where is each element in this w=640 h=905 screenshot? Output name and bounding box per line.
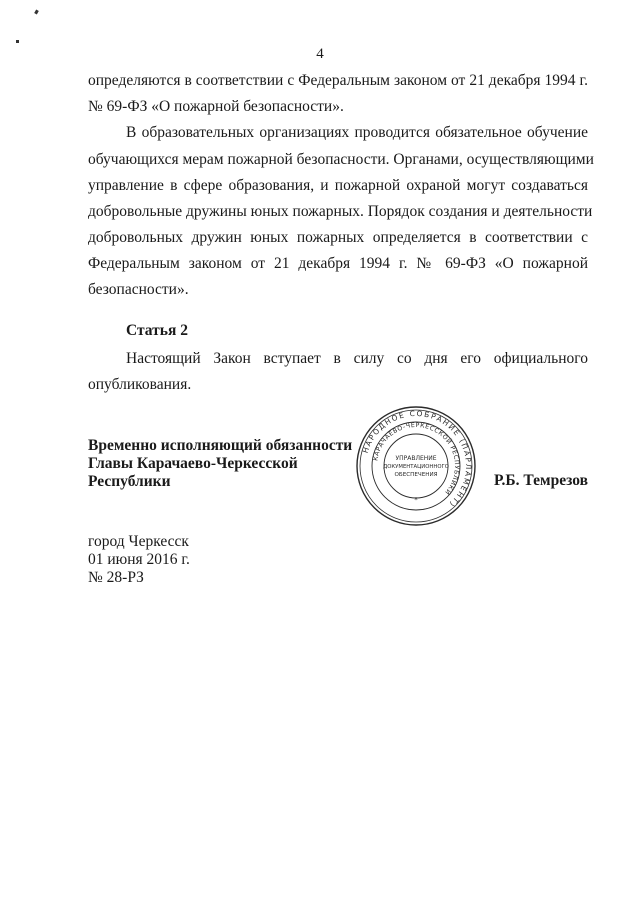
paragraph-2-line-6: Федеральным законом от 21 декабря 1994 г. № 69-ФЗ «О пожарной bbox=[88, 255, 588, 272]
paragraph-1-line-2: № 69-ФЗ «О пожарной безопасности». bbox=[88, 98, 344, 115]
seal-center-line-2: ДОКУМЕНТАЦИОННОГО bbox=[383, 464, 449, 470]
paragraph-2-line-2: обучающихся мерам пожарной безопасности. Органами, осуществляющими bbox=[88, 151, 594, 168]
paragraph-2-line-1: В образовательных организациях проводится обязательное обучение bbox=[126, 124, 588, 141]
signatory-name: Р.Б. Темрезов bbox=[494, 472, 588, 489]
seal-center-line-3: ОБЕСПЕЧЕНИЯ bbox=[394, 472, 438, 478]
paragraph-1-line-1: определяются в соответствии с Федеральным законом от 21 декабря 1994 г. bbox=[88, 72, 588, 89]
paragraph-3-line-2: опубликования. bbox=[88, 376, 192, 393]
seal-inner-text: КАРАЧАЕВО-ЧЕРКЕССКОЙ РЕСПУБЛИКИ bbox=[372, 421, 461, 496]
scan-mark-left bbox=[16, 40, 19, 43]
seal-star-icon: * bbox=[414, 496, 418, 504]
footer-date: 01 июня 2016 г. bbox=[88, 551, 190, 568]
page-number: 4 bbox=[316, 46, 324, 62]
scan-mark-top-left bbox=[34, 10, 39, 15]
paragraph-2-line-7: безопасности». bbox=[88, 281, 189, 298]
paragraph-2-line-4: добровольные дружины юных пожарных. Порядок создания и деятельности bbox=[88, 203, 593, 220]
signatory-position-line-1: Временно исполняющий обязанности bbox=[88, 437, 353, 454]
article-heading: Статья 2 bbox=[126, 322, 188, 339]
seal-outer-text: НАРОДНОЕ СОБРАНИЕ (ПАРЛАМЕНТ) bbox=[360, 408, 474, 510]
official-seal bbox=[354, 404, 478, 528]
footer-city: город Черкесск bbox=[88, 533, 189, 550]
signatory-position-line-2: Главы Карачаево-Черкесской bbox=[88, 455, 298, 472]
paragraph-3-line-1: Настоящий Закон вступает в силу со дня его официального bbox=[126, 350, 588, 367]
seal-center-line-1: УПРАВЛЕНИЕ bbox=[395, 455, 437, 462]
footer-law-number: № 28-РЗ bbox=[88, 569, 144, 586]
signatory-position-line-3: Республики bbox=[88, 473, 171, 490]
paragraph-2-line-5: добровольных дружин юных пожарных определяется в соответствии с bbox=[88, 229, 588, 246]
paragraph-2-line-3: управление в сфере образования, и пожарной охраной могут создаваться bbox=[88, 177, 588, 194]
